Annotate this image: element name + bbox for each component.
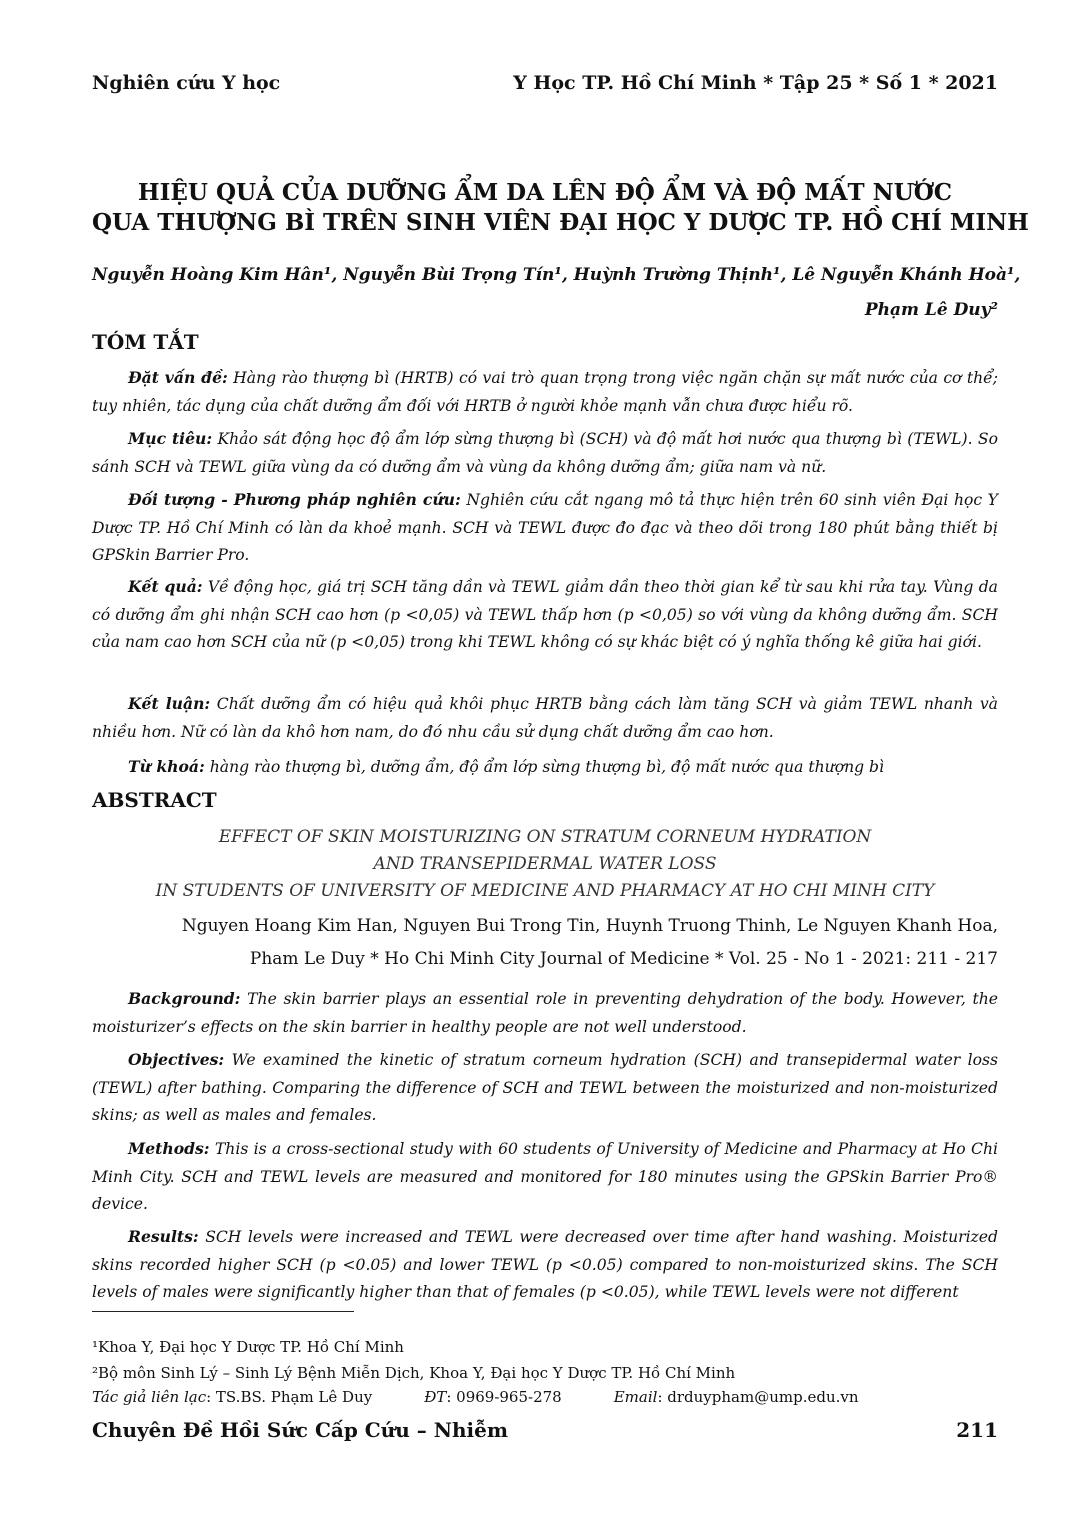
summary-methods (92, 486, 998, 570)
author-line: Nguyễn Hoàng Kim Hân¹, Nguyễn Bùi Trọng Tín¹, Huỳnh Trường Thịnh¹, Lê Nguyễn Khánh Hoà¹, (92, 265, 1021, 285)
english-title-line: AND TRANSEPIDERMAL WATER LOSS (373, 854, 717, 874)
paragraph-text: Về động học, giá trị SCH tăng dần và TEWL giảm dần theo thời gian kể từ sau khi rửa tay. Vùng da có dưỡng ẩm ghi nhận SCH cao hơn (p <0,05) và TEWL thấp hơn (p <0,05) so với vùng da không dưỡng ẩm. SCH của nam cao hơn SCH của nữ (p <0,05) trong khi TEWL không có sự khác biệt có ý nghĩa thống kê giữa hai giới. (92, 578, 998, 651)
english-citation-line: Nguyen Hoang Kim Han, Nguyen Bui Trong Tin, Huynh Truong Thinh, Le Nguyen Khanh Hoa, (181, 916, 998, 936)
paragraph-label: Đối tượng - Phương pháp nghiên cứu: (128, 490, 461, 509)
summary-background (92, 364, 998, 420)
affiliation-1: ¹Khoa Y, Đại học Y Dược TP. Hồ Chí Minh (92, 1338, 404, 1356)
paragraph-label: Background: (128, 989, 241, 1008)
author-line: Phạm Lê Duy² (864, 300, 998, 320)
paragraph-text: SCH levels were increased and TEWL were decreased over time after hand washing. Moisturized skins recorded higher SCH (p <0.05) and lower TEWL (p <0.05) compared to non-moisturized skins. The SCH levels of males were significantly higher than that of females (p <0.05), while TEWL levels were not different (92, 1228, 998, 1301)
summary-results (92, 573, 998, 657)
paragraph-label: Mục tiêu: (128, 429, 213, 448)
article-title (92, 178, 1029, 238)
paragraph-label: Kết luận: (128, 694, 211, 713)
paragraph-text: The skin barrier plays an essential role in preventing dehydration of the body. However, the moisturizer’s effects on the skin barrier in healthy people are not well understood. (92, 990, 998, 1036)
paragraph-label: Results: (128, 1227, 199, 1246)
paragraph-label: Từ khoá: (128, 757, 205, 776)
running-header-right: Y Học TP. Hồ Chí Minh * Tập 25 * Số 1 * 2021 (513, 72, 998, 94)
paragraph-text: Khảo sát động học độ ẩm lớp sừng thượng bì (SCH) và độ mất hơi nước qua thượng bì (TEWL). So sánh SCH và TEWL giữa vùng da có dưỡng ẩm và vùng da không dưỡng ẩm; giữa nam và nữ. (92, 430, 998, 476)
summary-conclusion (92, 690, 998, 746)
phone-label: ĐT (424, 1388, 447, 1406)
email-label: Email (613, 1388, 658, 1406)
paragraph-text: Nghiên cứu cắt ngang mô tả thực hiện trên 60 sinh viên Đại học Y Dược TP. Hồ Chí Minh có làn da khoẻ mạnh. SCH và TEWL được đo đạc và theo dõi trong 180 phút bằng thiết bị GPSkin Barrier Pro. (92, 491, 998, 564)
footnote-divider (92, 1311, 354, 1312)
paragraph-label: Đặt vấn đề: (128, 368, 228, 387)
paragraph-label: Objectives: (128, 1050, 225, 1069)
english-title-line: EFFECT OF SKIN MOISTURIZING ON STRATUM CORNEUM HYDRATION (218, 827, 872, 847)
running-header-left: Nghiên cứu Y học (92, 72, 281, 94)
english-title-line: IN STUDENTS OF UNIVERSITY OF MEDICINE AND PHARMACY AT HO CHI MINH CITY (155, 881, 935, 901)
paragraph-label: Methods: (128, 1139, 210, 1158)
english-citation-line: Pham Le Duy * Ho Chi Minh City Journal of Medicine * Vol. 25 - No 1 - 2021: 211 - 217 (249, 949, 998, 969)
paragraph-text: hàng rào thượng bì, dưỡng ẩm, độ ẩm lớp sừng thượng bì, độ mất nước qua thượng bì (209, 758, 885, 776)
email-value: : drduypham@ump.edu.vn (657, 1388, 859, 1406)
summary-objective (92, 425, 998, 481)
paragraph-text: We examined the kinetic of stratum corneum hydration (SCH) and transepidermal water loss (TEWL) after bathing. Comparing the difference of SCH and TEWL between the moisturized and non-moisturized skins; as well as males and females. (92, 1051, 998, 1124)
footer-issue-title: Chuyên Đề Hồi Sức Cấp Cứu – Nhiễm (92, 1418, 508, 1442)
summary-keywords (92, 753, 998, 782)
abstract-background (92, 985, 998, 1041)
abstract-results (92, 1223, 998, 1307)
abstract-methods (92, 1135, 998, 1219)
phone-value: : 0969-965-278 (446, 1388, 562, 1406)
contact-name: : TS.BS. Phạm Lê Duy (206, 1388, 373, 1406)
article-title-line: QUA THƯỢNG BÌ TRÊN SINH VIÊN ĐẠI HỌC Y DƯỢC TP. HỒ CHÍ MINH (92, 209, 1029, 236)
corresponding-author (92, 1387, 859, 1407)
paragraph-text: Hàng rào thượng bì (HRTB) có vai trò quan trọng trong việc ngăn chặn sự mất nước của cơ thể; tuy nhiên, tác dụng của chất dưỡng ẩm đối với HRTB ở người khỏe mạnh vẫn chưa được hiểu rõ. (92, 369, 998, 415)
affiliation-2: ²Bộ môn Sinh Lý – Sinh Lý Bệnh Miễn Dịch, Khoa Y, Đại học Y Dược TP. Hồ Chí Minh (92, 1364, 736, 1382)
contact-label: Tác giả liên lạc (92, 1388, 207, 1406)
author-list (92, 258, 1021, 328)
paragraph-text: Chất dưỡng ẩm có hiệu quả khôi phục HRTB bằng cách làm tăng SCH và giảm TEWL nhanh và nhiều hơn. Nữ có làn da khô hơn nam, do đó nhu cầu sử dụng chất dưỡng ẩm cao hơn. (92, 695, 998, 741)
page-number: 211 (956, 1418, 998, 1442)
abstract-objectives (92, 1046, 998, 1130)
summary-heading: TÓM TẮT (92, 330, 199, 354)
english-title (92, 824, 998, 905)
english-citation (92, 910, 998, 976)
paragraph-label: Kết quả: (128, 577, 203, 596)
article-title-line: HIỆU QUẢ CỦA DƯỠNG ẨM DA LÊN ĐỘ ẨM VÀ ĐỘ MẤT NƯỚC (137, 179, 953, 206)
abstract-heading: ABSTRACT (92, 788, 217, 812)
paragraph-text: This is a cross-sectional study with 60 students of University of Medicine and Pharmacy at Ho Chi Minh City. SCH and TEWL levels are measured and monitored for 180 minutes using the GPSkin Barrier Pro® device. (92, 1140, 998, 1213)
